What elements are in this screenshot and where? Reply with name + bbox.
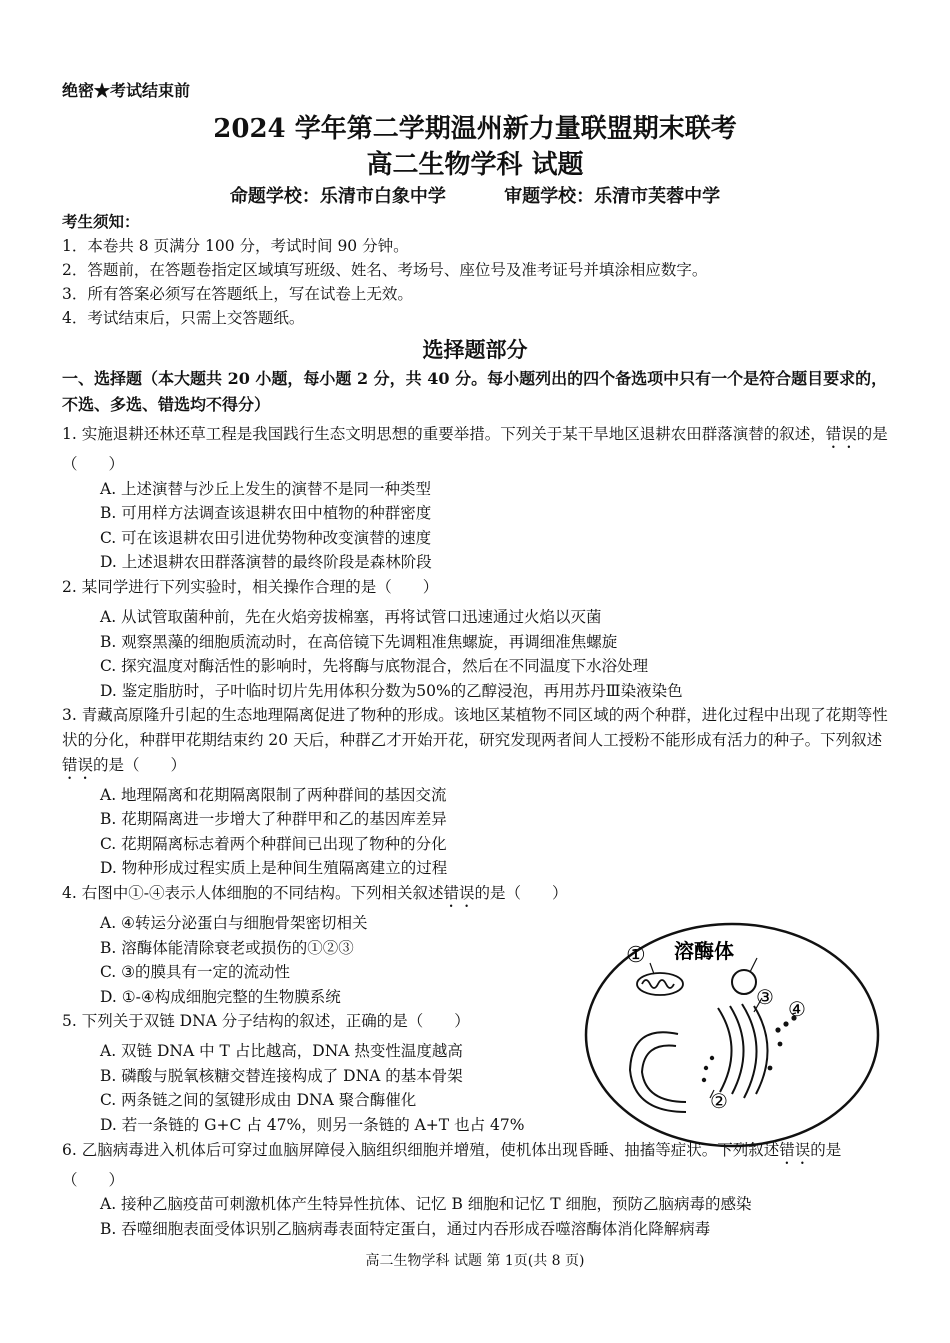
answer-option: C. 可在该退耕农田引进优势物种改变演替的速度 (100, 528, 432, 547)
vesicles (702, 1015, 797, 1082)
exam-subtitle: 高二生物学科 试题 (366, 150, 584, 180)
answer-option: B. 花期隔离进一步增大了种群甲和乙的基因库差异 (100, 810, 447, 829)
answer-option: D. ①-④构成细胞完整的生物膜系统 (100, 987, 341, 1006)
question-stem: 3. 青藏高原隆升引起的生态地理隔离促进了物种的形成。该地区某植物不同区域的两个种群，进化过程中出现了花期等性状的分化，种群甲花期结束约 20 天后，种群乙才开始开花，研究发现两者间人工授粉不能形成有活力的种子。下列叙述错误的是（ ） (62, 706, 888, 774)
exam-title: 2024 学年第二学期温州新力量联盟期末联考 (213, 114, 737, 144)
marker-2: ② (710, 1089, 728, 1113)
answer-option: B. 吞噬细胞表面受体识别乙脑病毒表面特定蛋白，通过内吞形成吞噬溶酶体消化降解病毒 (100, 1219, 711, 1238)
golgi-apparatus (718, 1004, 768, 1098)
answer-option: D. 物种形成过程实质上是种间生殖隔离建立的过程 (100, 859, 448, 878)
cell-diagram (582, 918, 882, 1148)
notice-heading: 考生须知： (62, 212, 140, 231)
notice-item: 4．考试结束后，只需上交答题纸。 (62, 309, 305, 327)
answer-option: A. 上述演替与沙丘上发生的演替不是同一种类型 (100, 479, 432, 498)
confidential-mark: 绝密★考试结束前 (62, 81, 191, 100)
endoplasmic-reticulum (630, 1032, 686, 1112)
answer-option: D. 上述退耕农田群落演替的最终阶段是森林阶段 (100, 553, 432, 572)
notice-item: 3．所有答案必须写在答题纸上，写在试卷上无效。 (62, 285, 413, 303)
reviewer-school: 审题学校：乐清市芙蓉中学 (504, 186, 721, 207)
notice-item: 2．答题前，在答题卷指定区域填写班级、姓名、考场号、座位号及准考证号并填涂相应数字。 (62, 261, 708, 279)
label-leaders (650, 958, 796, 1098)
answer-option: C. 两条链之间的氢键形成由 DNA 聚合酶催化 (100, 1091, 417, 1110)
answer-option: D. 若一条链的 G+C 占 47%，则另一条链的 A+T 也占 47% (100, 1116, 525, 1135)
mitochondrion (637, 973, 683, 995)
answer-option: A. ④转运分泌蛋白与细胞骨架密切相关 (100, 913, 368, 932)
notice-item: 1．本卷共 8 页满分 100 分，考试时间 90 分钟。 (62, 237, 409, 255)
setter-school: 命题学校：乐清市白象中学 (229, 186, 446, 207)
lysosome (732, 970, 756, 994)
answer-option: A. 地理隔离和花期隔离限制了两种群间的基因交流 (100, 785, 447, 804)
section-instructions: 一、选择题（本大题共 20 小题，每小题 2 分，共 40 分。每小题列出的四个备选项中只有一个是符合题目要求的，不选、多选、错选均不得分） (62, 369, 888, 414)
answer-option: C. 探究温度对酶活性的影响时，先将酶与底物混合，然后在不同温度下水浴处理 (100, 657, 649, 676)
answer-option: B. 可用样方法调查该退耕农田中植物的种群密度 (100, 504, 432, 523)
answer-option: A. 从试管取菌种前，先在火焰旁拔棉塞，再将试管口迅速通过火焰以灭菌 (100, 607, 602, 626)
question-stem: 4. 右图中①-④表示人体细胞的不同结构。下列相关叙述错误的是（ ） (62, 883, 568, 902)
answer-option: B. 溶酶体能清除衰老或损伤的①②③ (100, 938, 354, 957)
answer-option: A. 接种乙脑疫苗可刺激机体产生特异性抗体、记忆 B 细胞和记忆 T 细胞，预防乙脑病毒的感染 (100, 1195, 752, 1214)
lysosome-label: 溶酶体 (674, 939, 734, 963)
question-stem: 2. 某同学进行下列实验时，相关操作合理的是（ ） (62, 577, 439, 596)
page-footer: 高二生物学科 试题 第 1页(共 8 页) (365, 1253, 585, 1269)
school-info (0, 182, 950, 208)
exam-notice (62, 210, 707, 330)
answer-option: B. 观察黑藻的细胞质流动时，在高倍镜下先调粗准焦螺旋，再调细准焦螺旋 (100, 632, 618, 651)
answer-option: C. 花期隔离标志着两个种群间已出现了物种的分化 (100, 834, 447, 853)
question-stem: 1. 实施退耕还林还草工程是我国践行生态文明思想的重要举措。下列关于某干旱地区退耕农田群落演替的叙述，错误的是（ ） (62, 425, 888, 473)
section-title: 选择题部分 (422, 337, 528, 362)
answer-option: B. 磷酸与脱氧核糖交替连接构成了 DNA 的基本骨架 (100, 1066, 463, 1085)
question-stem: 6. 乙脑病毒进入机体后可穿过血脑屏障侵入脑组织细胞并增殖，使机体出现昏睡、抽搐等症状。下列叙述错误的是（ ） (62, 1140, 842, 1189)
marker-3: ③ (756, 985, 774, 1009)
answer-option: D. 鉴定脂肪时，子叶临时切片先用体积分数为50%的乙醇浸泡，再用苏丹Ⅲ染液染色 (100, 681, 683, 700)
question-stem: 5. 下列关于双链 DNA 分子结构的叙述，正确的是（ ） (62, 1012, 470, 1031)
answer-option: A. 双链 DNA 中 T 占比越高，DNA 热变性温度越高 (100, 1042, 463, 1061)
marker-4: ④ (788, 997, 806, 1021)
marker-1: ① (626, 943, 646, 968)
answer-option: C. ③的膜具有一定的流动性 (100, 963, 291, 982)
